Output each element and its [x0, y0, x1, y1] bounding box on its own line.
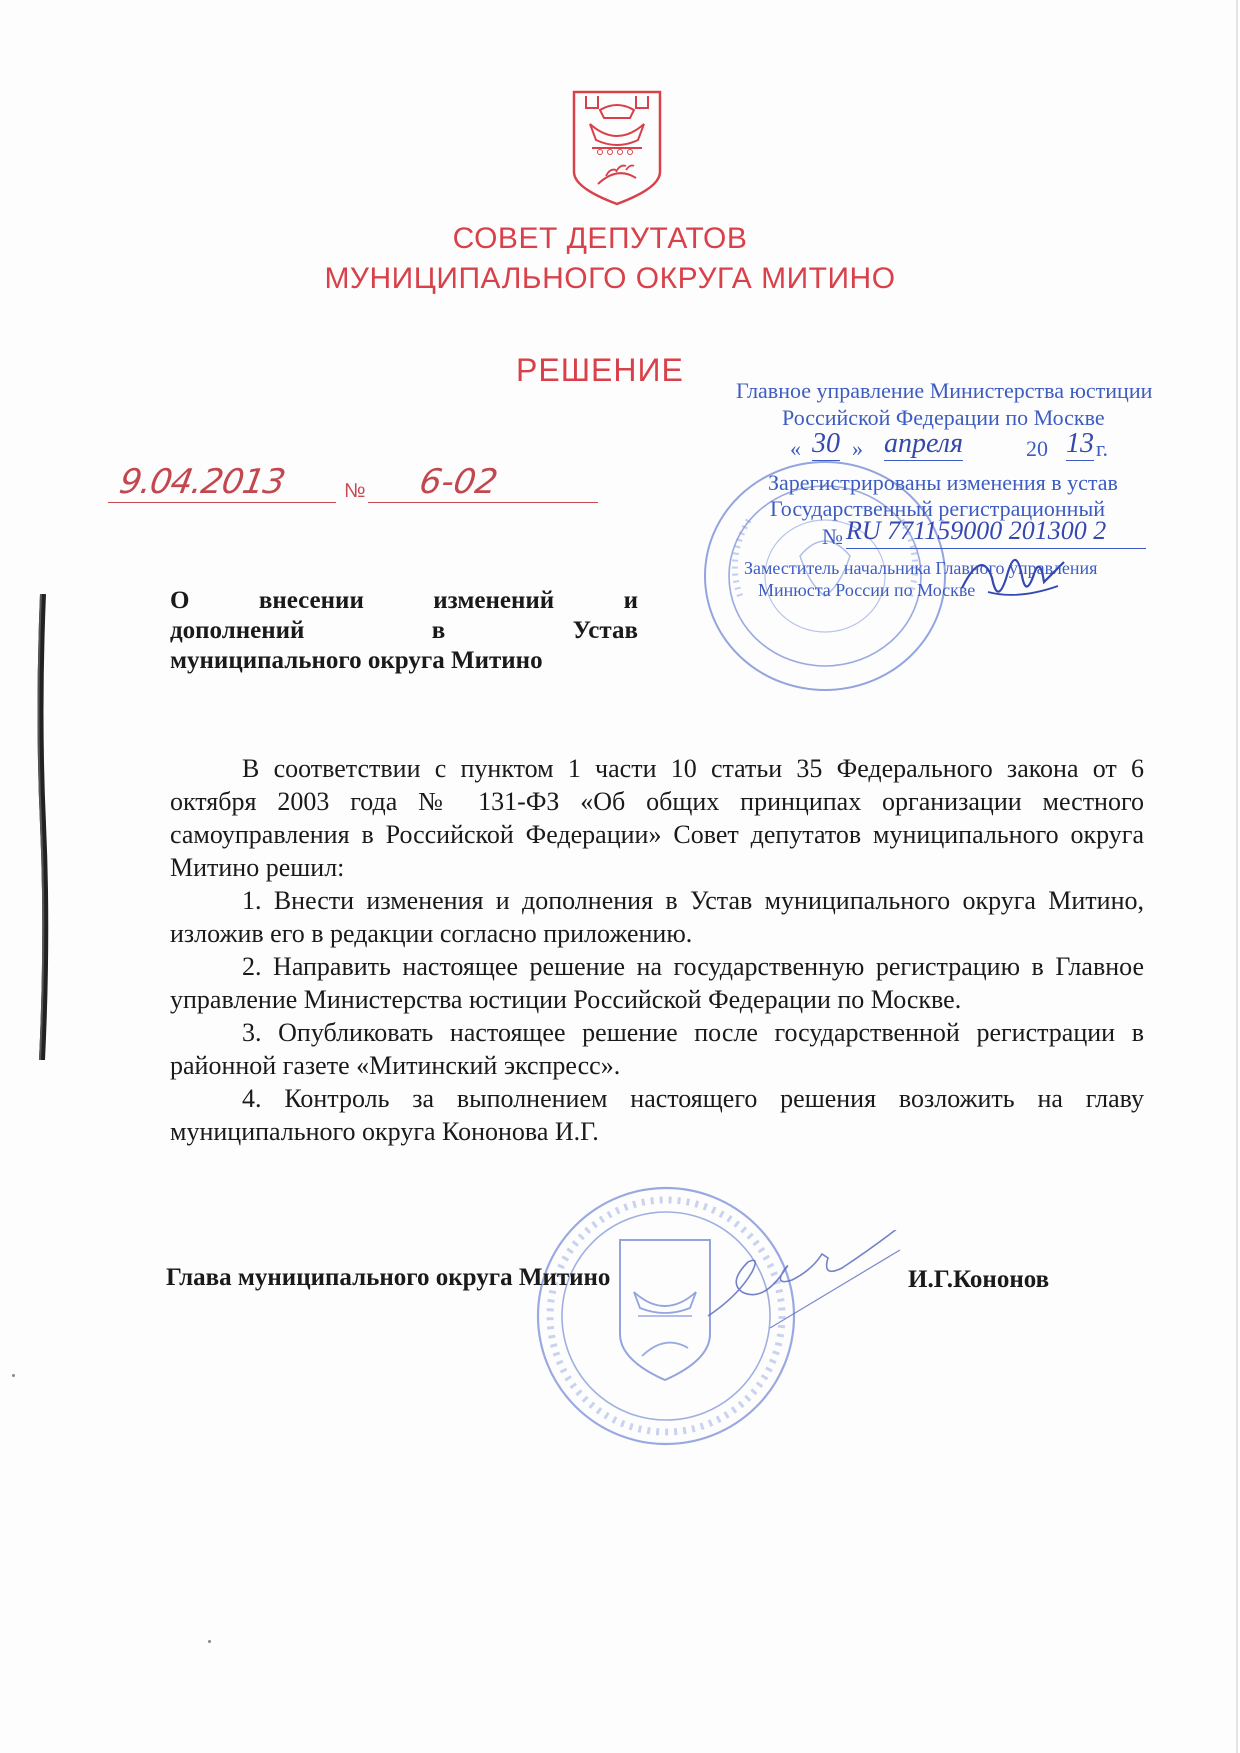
- registration-org-line1: Главное управление Министерства юстиции: [736, 378, 1153, 403]
- page-edge: [1236, 0, 1238, 1753]
- document-type-heading: РЕШЕНИЕ: [516, 352, 684, 388]
- subject-word: изменений: [433, 587, 555, 614]
- reg-year-tail: г.: [1096, 436, 1109, 461]
- reg-year-prefix: 20: [1026, 436, 1048, 461]
- subject-line-3: муниципального округа Митино: [170, 647, 543, 674]
- body-item-2: 2. Направить настоящее решение на государственную регистрацию в Главное управление Министерства юстиции Российской Федерации по Москве.: [170, 952, 1144, 1014]
- subject-word: О: [170, 587, 190, 614]
- date-underline: [108, 502, 336, 503]
- decision-subject: [170, 586, 638, 676]
- binding-thread-icon: [36, 594, 50, 1060]
- scan-speck: [12, 1374, 15, 1377]
- subject-word: и: [623, 587, 638, 614]
- subject-word: внесении: [258, 587, 364, 614]
- body-preamble: В соответствии с пунктом 1 части 10 статьи 35 Федерального закона от 6 октября 2003 года № 131-ФЗ «Об общих принципах организации местного самоуправления в Российской Федерации» Совет депутатов муниципального округа Митино решил:: [170, 754, 1144, 882]
- reg-date-open-quote: «: [790, 436, 801, 461]
- decision-date: 9.04.2013: [116, 462, 288, 502]
- council-name-line2: МУНИЦИПАЛЬНОГО ОКРУГА МИТИНО: [324, 262, 896, 295]
- body-item-4: 4. Контроль за выполнением настоящего решения возложить на главу муниципального округа Кононова И.Г.: [170, 1084, 1144, 1146]
- decision-body: [170, 752, 1144, 1148]
- subject-word: дополнений: [170, 617, 305, 644]
- reg-number-sign: №: [822, 524, 843, 549]
- registration-deputy-line2: Минюста России по Москве: [758, 580, 976, 600]
- body-item-3: 3. Опубликовать настоящее решение после государственной регистрации в районной газете «Митинский экспресс».: [170, 1018, 1144, 1080]
- reg-date-month: апреля: [884, 428, 963, 459]
- head-signature-icon: [700, 1230, 910, 1330]
- number-underline: [368, 502, 598, 503]
- ministry-signature-icon: [958, 548, 1068, 618]
- body-item-1: 1. Внести изменения и дополнения в Устав муниципального округа Митино, изложив его в редакции согласно приложению.: [170, 886, 1144, 948]
- subject-line-1: [170, 586, 638, 616]
- registration-changes-text: Зарегистрированы изменения в устав: [768, 470, 1118, 495]
- district-emblem-icon: [570, 88, 664, 208]
- registration-deputy-line1: Заместитель начальника Главного управления: [744, 558, 1098, 578]
- council-name-line1: СОВЕТ ДЕПУТАТОВ: [452, 222, 748, 255]
- signatory-name: И.Г.Кононов: [908, 1266, 1050, 1293]
- reg-date-close-quote: »: [852, 436, 863, 461]
- registration-date-row: [790, 428, 1110, 466]
- decision-number: 6-02: [416, 462, 501, 502]
- subject-line-2: [170, 616, 638, 646]
- reg-date-day: 30: [812, 428, 840, 459]
- subject-word: Устав: [572, 617, 638, 644]
- registration-state-text: Государственный регистрационный: [770, 496, 1106, 521]
- signatory-title: Глава муниципального округа Митино: [166, 1264, 611, 1291]
- scan-speck: [208, 1640, 211, 1643]
- registration-org-line2: Российской Федерации по Москве: [782, 405, 1105, 430]
- reg-number-value: RU 771159000 201300 2: [846, 516, 1107, 545]
- number-sign-label: №: [344, 480, 366, 502]
- reg-year-suffix: 13: [1066, 428, 1094, 459]
- subject-word: в: [431, 617, 446, 644]
